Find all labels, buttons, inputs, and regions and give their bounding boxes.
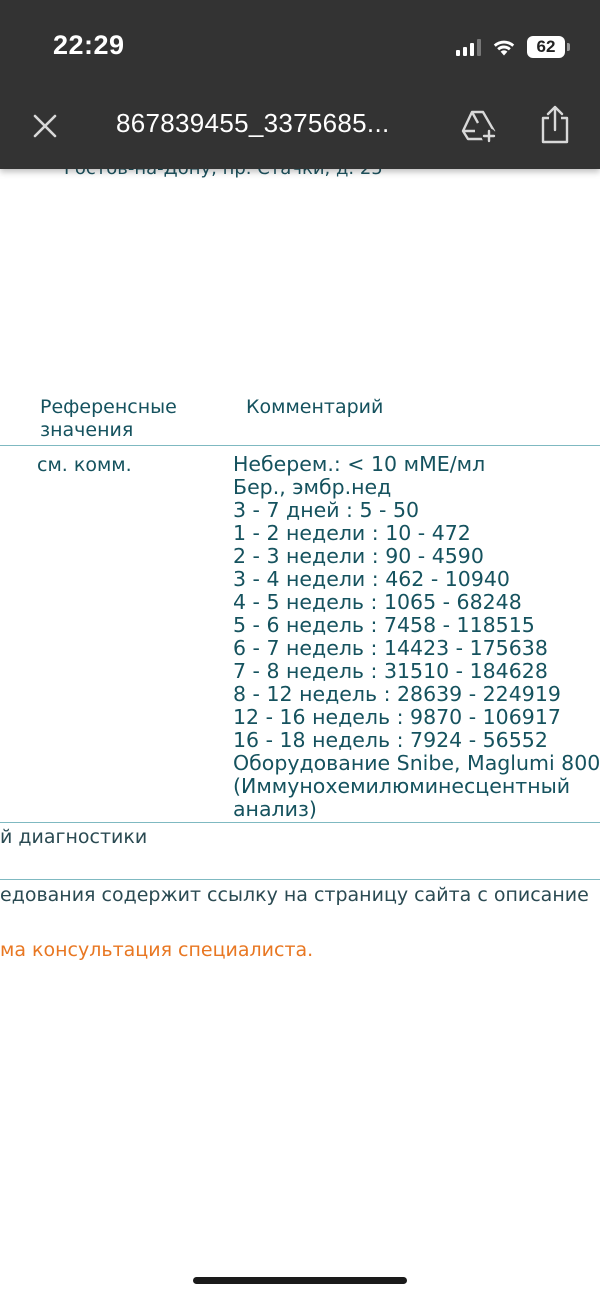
warning-text: ма консультация специалиста. [0,939,314,961]
comment-line: 6 - 7 недель : 14423 - 175638 [233,636,548,660]
comment-line: Бер., эмбр.нед [233,475,392,499]
wifi-icon [491,37,517,57]
note-text: едования содержит ссылку на страницу сайта с описание [0,884,589,906]
table-bottom-divider [0,822,600,823]
comment-line: 2 - 3 недели : 90 - 4590 [233,544,484,568]
comment-line: 3 - 7 дней : 5 - 50 [233,498,420,522]
battery-icon [527,36,570,58]
comment-line: 3 - 4 недели : 462 - 10940 [233,567,510,591]
add-to-drive-icon[interactable] [460,106,498,144]
comment-line: 5 - 6 недель : 7458 - 118515 [233,613,535,637]
share-icon[interactable] [538,104,572,146]
comment-line: 8 - 12 недель : 28639 - 224919 [233,682,561,706]
comment-line: Неберем.: < 10 мМЕ/мл [233,452,486,476]
signal-icon [456,38,481,56]
reference-value-cell: см. комм. [37,454,132,476]
section-title: й диагностики [0,826,148,848]
table-header-divider [0,445,600,446]
comment-header: Комментарий [246,396,384,418]
document-title: 867839455_3375685... [116,108,390,138]
comment-line: 4 - 5 недель : 1065 - 68248 [233,590,522,614]
status-icons [456,34,570,60]
comment-line: 7 - 8 недель : 31510 - 184628 [233,659,548,683]
comment-line: 16 - 18 недель : 7924 - 56552 [233,728,548,752]
comment-cell [233,453,600,821]
reference-values-header: Референсные значения [40,396,177,441]
section-divider [0,879,600,880]
viewer-top-bar [0,0,600,169]
comment-line: (Иммунохемилюминесцентный [233,774,571,798]
comment-line: Оборудование Snibe, Maglumi 800 [233,751,600,775]
battery-level: 62 [527,36,565,58]
home-indicator[interactable] [193,1277,407,1284]
comment-line: 1 - 2 недели : 10 - 472 [233,521,471,545]
comment-line: анализ) [233,797,317,821]
status-time: 22:29 [53,30,125,60]
close-icon[interactable] [30,111,60,141]
comment-line: 12 - 16 недель : 9870 - 106917 [233,705,561,729]
